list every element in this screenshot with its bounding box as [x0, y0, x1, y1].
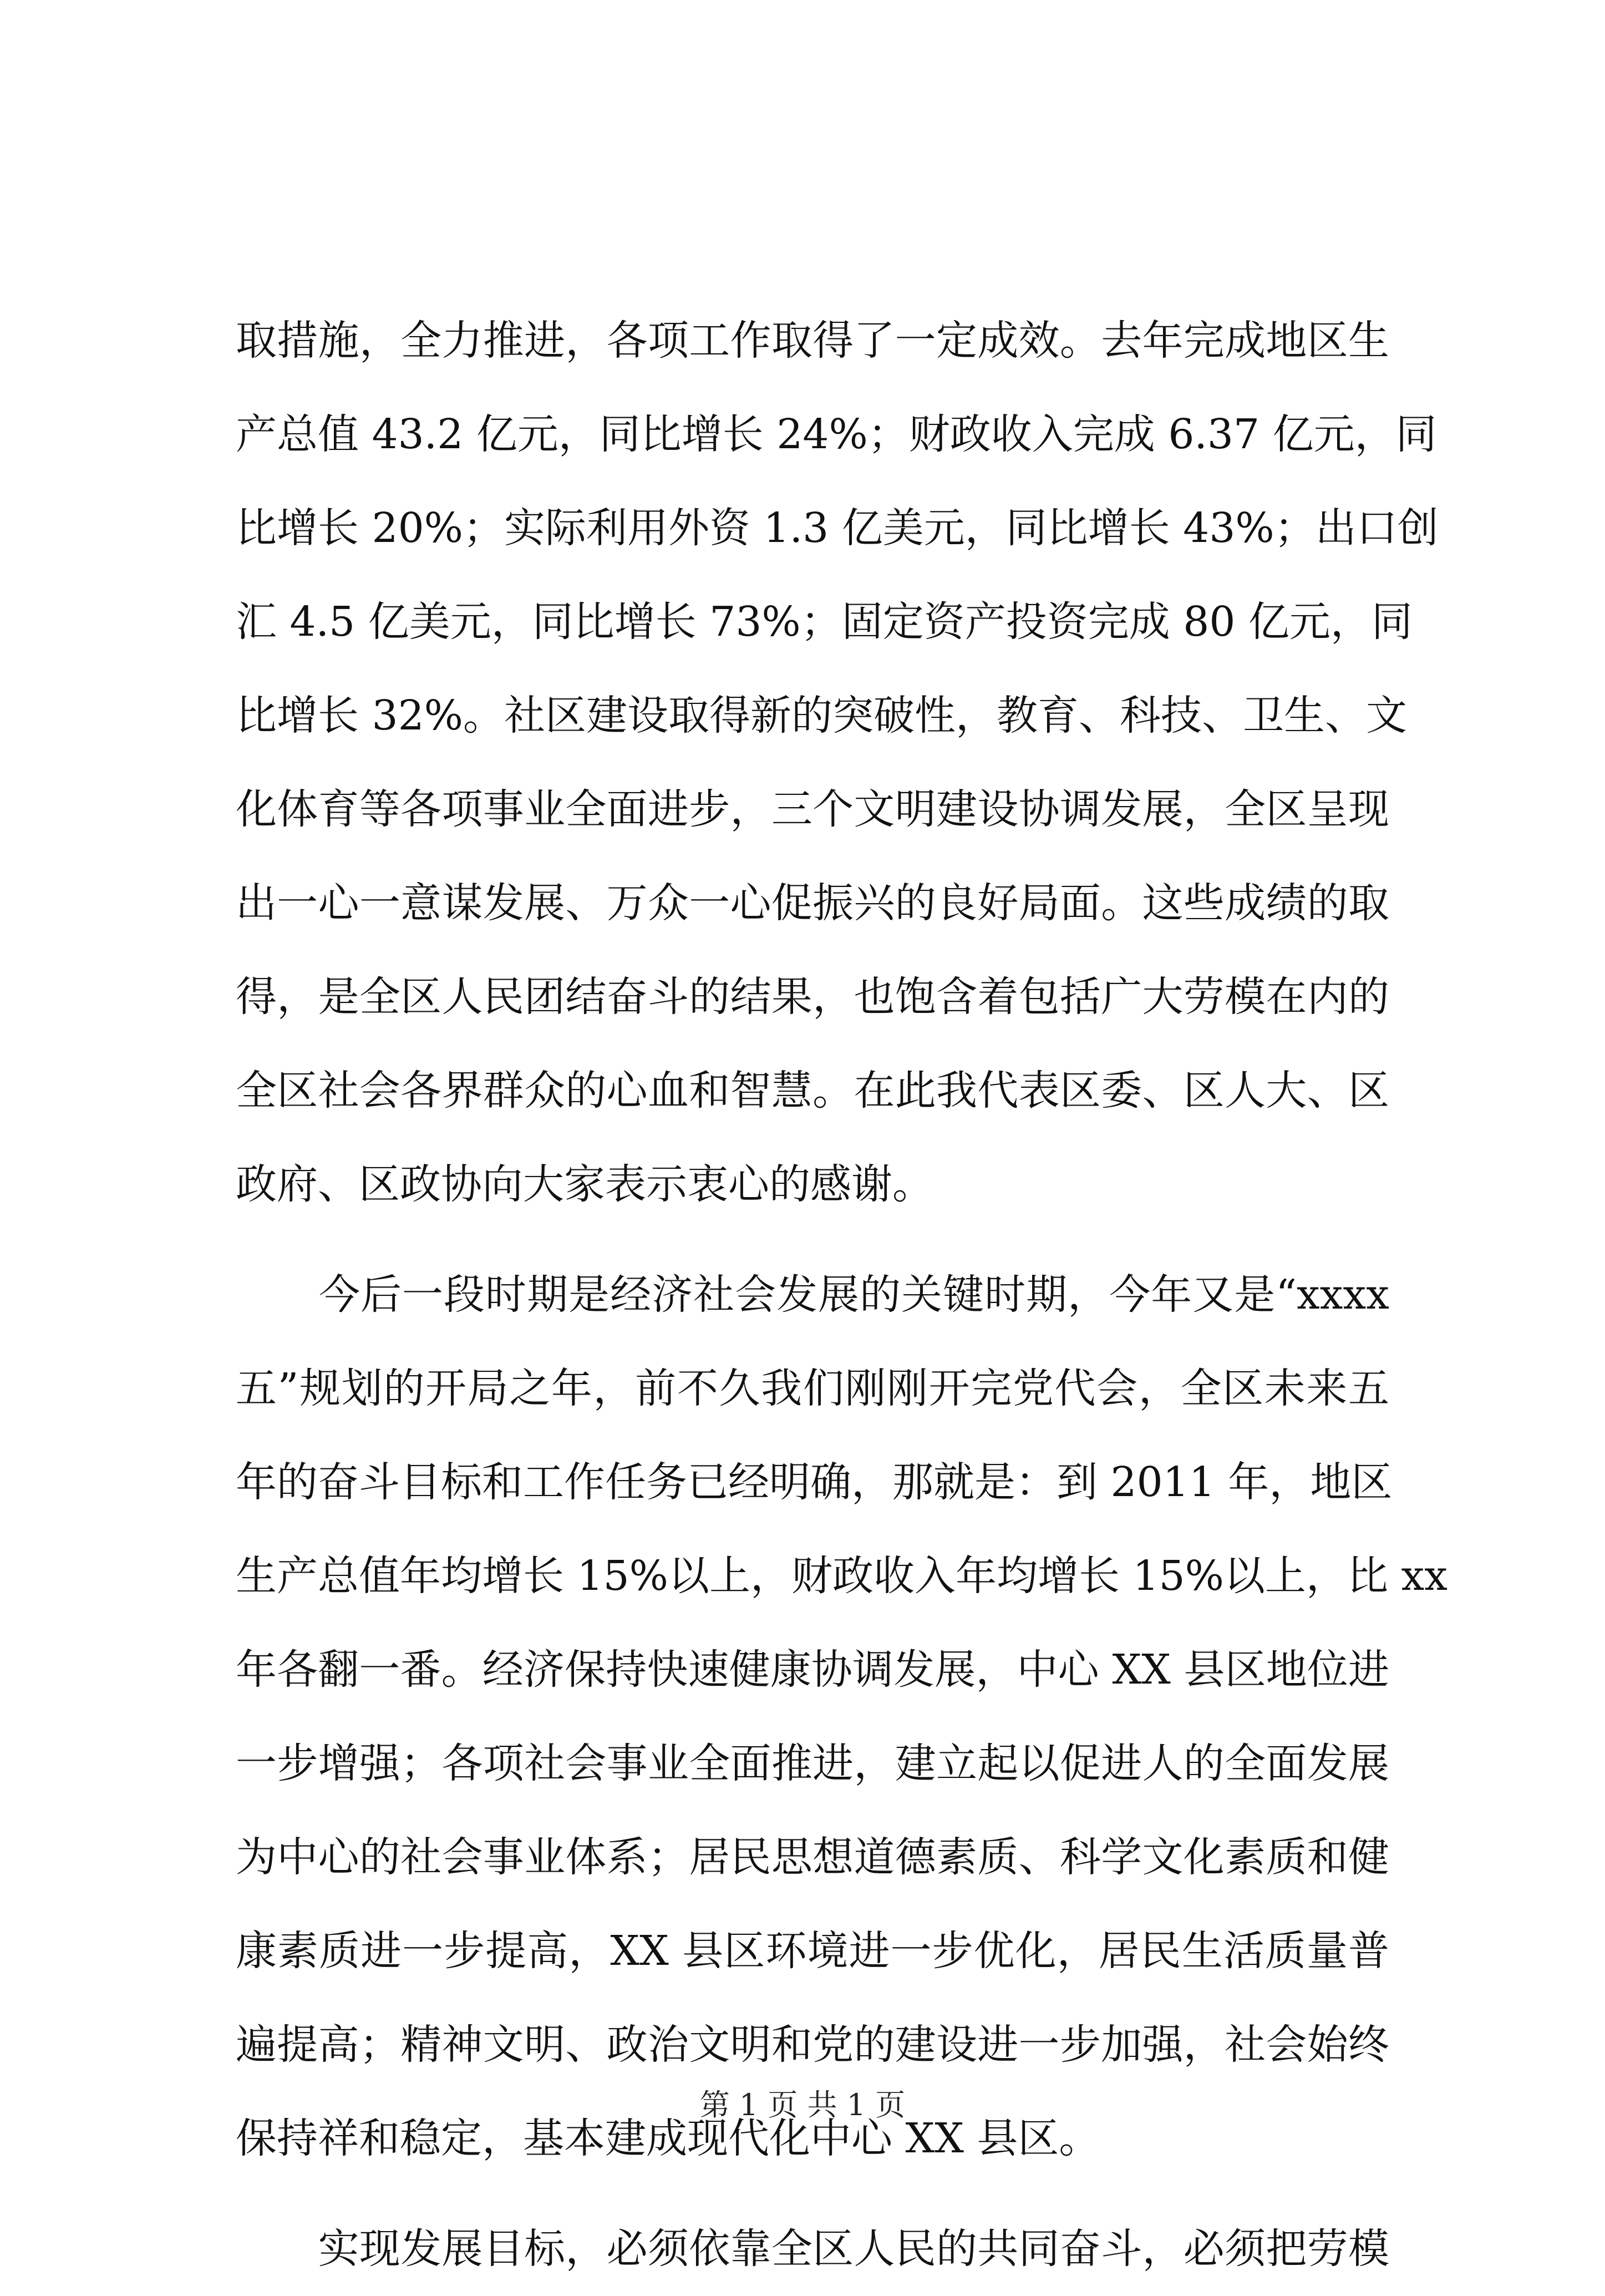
document-body	[236, 294, 1447, 2296]
text-line: 比增长 20%；实际利用外资 1.3 亿美元，同比增长 43%；出口创	[236, 504, 1439, 552]
paragraph-goals	[236, 1248, 1447, 2186]
text-line: 全区社会各界群众的心血和智慧。在此我代表区委、区人大、区	[236, 1067, 1389, 1114]
text-line: 比增长 32%。社区建设取得新的突破性，教育、科技、卫生、文	[236, 692, 1407, 739]
text-line: 政府、区政协向大家表示衷心的感谢。	[236, 1160, 933, 1208]
text-line: 化体育等各项事业全面进步，三个文明建设协调发展，全区呈现	[236, 785, 1389, 833]
text-line: 产总值 43.2 亿元，同比增长 24%；财政收入完成 6.37 亿元，同	[236, 410, 1437, 458]
text-line: 一步增强；各项社会事业全面推进，建立起以促进人的全面发展	[236, 1740, 1389, 1787]
text-line: 五”规划的开局之年，前不久我们刚刚开完党代会，全区未来五	[236, 1365, 1389, 1412]
text-line: 得，是全区人民团结奋斗的结果，也饱含着包括广大劳模在内的	[236, 973, 1389, 1021]
page-footer	[0, 2086, 1605, 2125]
text-line: 汇 4.5 亿美元，同比增长 73%；固定资产投资完成 80 亿元，同	[236, 598, 1413, 646]
text-line: 今后一段时期是经济社会发展的关键时期，今年又是“xxxx	[236, 1271, 1389, 1319]
page-number: 第 1 页 共 1 页	[699, 2087, 906, 2122]
text-line: 保持祥和稳定，基本建成现代化中心 XX 县区。	[236, 2115, 1100, 2162]
text-line: 为中心的社会事业体系；居民思想道德素质、科学文化素质和健	[236, 1833, 1389, 1881]
text-line: 出一心一意谋发展、万众一心促振兴的良好局面。这些成绩的取	[236, 879, 1389, 927]
text-line: 实现发展目标，必须依靠全区人民的共同奋斗，必须把劳模	[236, 2225, 1389, 2273]
text-line: 年各翻一番。经济保持快速健康协调发展，中心 XX 县区地位进	[236, 1646, 1389, 1694]
text-line: 年的奋斗目标和工作任务已经明确，那就是：到 2011 年，地区	[236, 1458, 1393, 1506]
paragraph-conclusion	[236, 2202, 1389, 2296]
text-line: 取措施，全力推进，各项工作取得了一定成效。去年完成地区生	[236, 317, 1389, 364]
text-line: 生产总值年均增长 15%以上，财政收入年均增长 15%以上，比 xx	[236, 1552, 1447, 1600]
text-line: 康素质进一步提高，XX 县区环境进一步优化，居民生活质量普	[236, 1927, 1389, 1975]
paragraph-achievements	[236, 294, 1439, 1231]
text-line: 遍提高；精神文明、政治文明和党的建设进一步加强，社会始终	[236, 2021, 1389, 2069]
